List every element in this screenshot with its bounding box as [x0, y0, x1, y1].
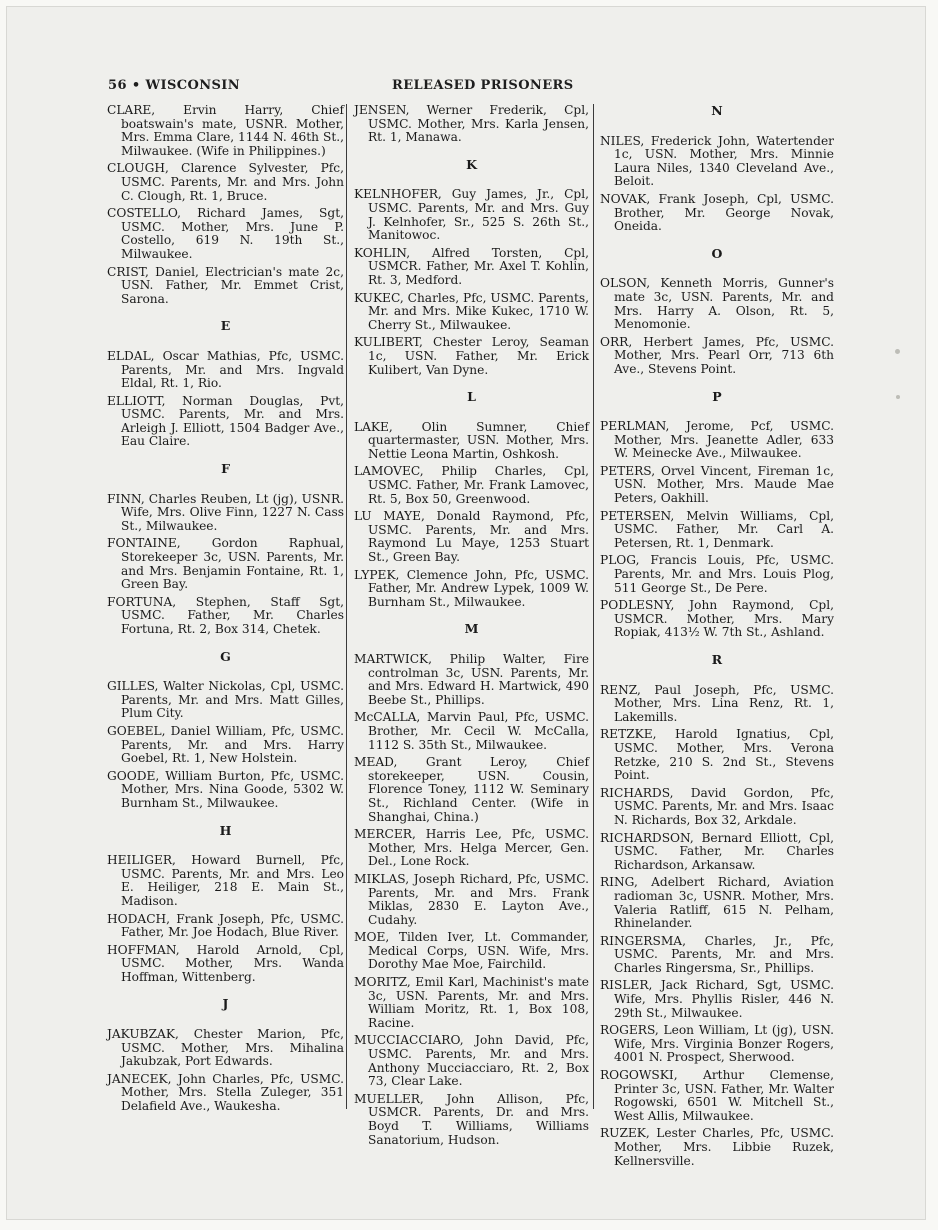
section-letter: H: [219, 822, 232, 838]
prisoner-entry: PODLESNY, John Raymond, Cpl, USMCR. Mother, Mrs. Mary Ropiak, 413½ W. 7th St., Ashland.: [600, 598, 834, 640]
prisoner-entry: HODACH, Frank Joseph, Pfc, USMC. Father, Mr. Joe Hodach, Blue River.: [107, 911, 344, 940]
prisoner-entry: KOHLIN, Alfred Torsten, Cpl, USMCR. Father, Mr. Axel T. Kohlin, Rt. 3, Medford.: [354, 245, 589, 287]
prisoner-entry: FORTUNA, Stephen, Staff Sgt, USMC. Father, Mr. Charles Fortuna, Rt. 2, Box 314, Chetek.: [107, 594, 344, 636]
section-letter: E: [220, 318, 231, 334]
prisoner-entry: ROGERS, Leon William, Lt (jg), USN. Wife, Mrs. Virginia Bonzer Rogers, 4001 N. Prospect, Sherwood.: [600, 1023, 834, 1065]
prisoner-entry: FONTAINE, Gordon Raphual, Storekeeper 3c, USN. Parents, Mr. and Mrs. Benjamin Fontaine, Rt. 1, Green Bay.: [107, 536, 344, 592]
prisoner-entry: JANECEK, John Charles, Pfc, USMC. Mother, Mrs. Stella Zuleger, 351 Delafield Ave., Waukesha.: [107, 1071, 344, 1114]
prisoner-entry: HOFFMAN, Harold Arnold, Cpl, USMC. Mother, Mrs. Wanda Hoffman, Wittenberg.: [107, 942, 344, 984]
state-name: WISCONSIN: [145, 78, 241, 93]
prisoner-entry: KELNHOFER, Guy James, Jr., Cpl, USMC. Parents, Mr. and Mrs. Guy J. Kelnhofer, Sr., 525 S. 26th St., Manitowoc.: [354, 187, 589, 243]
prisoner-entry: GOEBEL, Daniel William, Pfc, USMC. Parents, Mr. and Mrs. Harry Goebel, Rt. 1, New Holstein.: [107, 723, 344, 766]
column-2: [354, 104, 589, 1151]
prisoner-entry: MIKLAS, Joseph Richard, Pfc, USMC. Parents, Mr. and Mrs. Frank Miklas, 2830 E. Layton Ave., Cudahy.: [354, 871, 589, 927]
prisoner-entry: PETERSEN, Melvin Williams, Cpl, USMC. Father, Mr. Carl A. Petersen, Rt. 1, Denmark.: [600, 508, 834, 550]
prisoner-entry: ROGOWSKI, Arthur Clemense, Printer 3c, USN. Father, Mr. Walter Rogowski, 6501 W. Mitchell St., West Allis, Milwaukee.: [600, 1068, 834, 1123]
section-letter: L: [467, 389, 476, 405]
prisoner-entry: PETERS, Orvel Vincent, Fireman 1c, USN. Mother, Mrs. Maude Mae Peters, Oakhill.: [600, 463, 834, 506]
section-letter: M: [464, 621, 479, 637]
column-divider: [346, 104, 347, 1109]
prisoner-entry: RING, Adelbert Richard, Aviation radioman 3c, USNR. Mother, Mrs. Valeria Ratliff, 615 N. Pelham, Rhinelander.: [600, 875, 834, 931]
section-letter: F: [221, 461, 230, 477]
prisoner-entry: CRIST, Daniel, Electrician's mate 2c, USN. Father, Mr. Emmet Crist, Sarona.: [107, 264, 344, 306]
page-title: RELEASED PRISONERS: [392, 78, 574, 93]
prisoner-entry: RETZKE, Harold Ignatius, Cpl, USMC. Mother, Mrs. Verona Retzke, 210 S. 2nd St., Stevens Point.: [600, 727, 834, 783]
prisoner-entry: GILLES, Walter Nickolas, Cpl, USMC. Parents, Mr. and Mrs. Matt Gilles, Plum City.: [107, 679, 344, 721]
prisoner-entry: McCALLA, Marvin Paul, Pfc, USMC. Brother, Mr. Cecil W. McCalla, 1112 S. 35th St., Milwaukee.: [354, 710, 589, 752]
prisoner-entry: FINN, Charles Reuben, Lt (jg), USNR. Wife, Mrs. Olive Finn, 1227 N. Cass St., Milwaukee.: [107, 491, 344, 533]
page-header: [108, 78, 848, 96]
prisoner-entry: KULIBERT, Chester Leroy, Seaman 1c, USN. Father, Mr. Erick Kulibert, Van Dyne.: [354, 335, 589, 377]
prisoner-entry: ELLIOTT, Norman Douglas, Pvt, USMC. Parents, Mr. and Mrs. Arleigh J. Elliott, 1504 Badger Ave., Eau Claire.: [107, 393, 344, 449]
paper-speck: [896, 395, 900, 399]
prisoner-entry: JENSEN, Werner Frederik, Cpl, USMC. Mother, Mrs. Karla Jensen, Rt. 1, Manawa.: [354, 103, 589, 145]
prisoner-entry: LU MAYE, Donald Raymond, Pfc, USMC. Parents, Mr. and Mrs. Raymond Lu Maye, 1253 Stuart St., Green Bay.: [354, 509, 589, 565]
prisoner-entry: RICHARDS, David Gordon, Pfc, USMC. Parents, Mr. and Mrs. Isaac N. Richards, Box 32, Arkdale.: [600, 785, 834, 827]
prisoner-entry: PLOG, Francis Louis, Pfc, USMC. Parents, Mr. and Mrs. Louis Plog, 511 George St., De Pere.: [600, 553, 834, 595]
section-letter: P: [712, 388, 722, 404]
prisoner-entry: MORITZ, Emil Karl, Machinist's mate 3c, USN. Parents, Mr. and Mrs. William Moritz, Rt. 1, Box 108, Racine.: [354, 975, 589, 1030]
prisoner-entry: CLARE, Ervin Harry, Chief boatswain's mate, USNR. Mother, Mrs. Emma Clare, 1144 N. 46th St., Milwaukee. (Wife in Philippines.): [107, 103, 344, 158]
header-left: [108, 78, 240, 93]
section-letter: G: [220, 648, 231, 664]
paper-speck: [895, 349, 900, 354]
column-divider: [593, 104, 594, 1109]
prisoner-entry: HEILIGER, Howard Burnell, Pfc, USMC. Parents, Mr. and Mrs. Leo E. Heiliger, 218 E. Main St., Madison.: [107, 853, 344, 908]
prisoner-entry: MUELLER, John Allison, Pfc, USMCR. Parents, Dr. and Mrs. Boyd T. Williams, Williams Sanatorium, Hudson.: [354, 1091, 589, 1147]
prisoner-entry: OLSON, Kenneth Morris, Gunner's mate 3c, USN. Parents, Mr. and Mrs. Harry A. Olson, Rt. 5, Menomonie.: [600, 276, 834, 332]
prisoner-entry: MARTWICK, Philip Walter, Fire controlman 3c, USN. Parents, Mr. and Mrs. Edward H. Martwick, 490 Beebe St., Phillips.: [354, 652, 589, 707]
prisoner-entry: ELDAL, Oscar Mathias, Pfc, USMC. Parents, Mr. and Mrs. Ingvald Eldal, Rt. 1, Rio.: [107, 348, 344, 391]
prisoner-entry: ORR, Herbert James, Pfc, USMC. Mother, Mrs. Pearl Orr, 713 6th Ave., Stevens Point.: [600, 334, 834, 376]
prisoner-entry: KUKEC, Charles, Pfc, USMC. Parents, Mr. and Mrs. Mike Kukec, 1710 W. Cherry St., Milwaukee.: [354, 290, 589, 332]
prisoner-entry: PERLMAN, Jerome, Pcf, USMC. Mother, Mrs. Jeanette Adler, 633 W. Meinecke Ave., Milwaukee.: [600, 419, 834, 461]
page-number: 56: [108, 78, 127, 93]
prisoner-entry: JAKUBZAK, Chester Marion, Pfc, USMC. Mother, Mrs. Mihalina Jakubzak, Port Edwards.: [107, 1027, 344, 1069]
prisoner-entry: LYPEK, Clemence John, Pfc, USMC. Father, Mr. Andrew Lypek, 1009 W. Burnham St., Milwaukee.: [354, 567, 589, 609]
prisoner-entry: NOVAK, Frank Joseph, Cpl, USMC. Brother, Mr. George Novak, Oneida.: [600, 191, 834, 234]
prisoner-entry: GOODE, William Burton, Pfc, USMC. Mother, Mrs. Nina Goode, 5302 W. Burnham St., Milwaukee.: [107, 768, 344, 810]
prisoner-entry: CLOUGH, Clarence Sylvester, Pfc, USMC. Parents, Mr. and Mrs. John C. Clough, Rt. 1, Bruce.: [107, 161, 344, 203]
section-letter: J: [222, 996, 229, 1012]
prisoner-entry: NILES, Frederick John, Watertender 1c, USN. Mother, Mrs. Minnie Laura Niles, 1340 Cleveland Ave., Beloit.: [600, 133, 834, 189]
prisoner-entry: LAKE, Olin Sumner, Chief quartermaster, USN. Mother, Mrs. Nettie Leona Martin, Oshkosh.: [354, 419, 589, 461]
section-letter: N: [711, 103, 723, 118]
section-letter: R: [711, 652, 723, 667]
section-letter: K: [466, 156, 477, 172]
prisoner-entry: RICHARDSON, Bernard Elliott, Cpl, USMC. Father, Mr. Charles Richardson, Arkansaw.: [600, 830, 834, 872]
column-3: [600, 104, 834, 1172]
prisoner-entry: RISLER, Jack Richard, Sgt, USMC. Wife, Mrs. Phyllis Risler, 446 N. 29th St., Milwaukee.: [600, 978, 834, 1020]
prisoner-entry: COSTELLO, Richard James, Sgt, USMC. Mother, Mrs. June P. Costello, 619 N. 19th St., Milwaukee.: [107, 206, 344, 261]
prisoner-entry: MUCCIACCIARO, John David, Pfc, USMC. Parents, Mr. and Mrs. Anthony Mucciacciaro, Rt. 2, Box 73, Clear Lake.: [354, 1033, 589, 1089]
prisoner-entry: LAMOVEC, Philip Charles, Cpl, USMC. Father, Mr. Frank Lamovec, Rt. 5, Box 50, Greenwood.: [354, 464, 589, 506]
prisoner-entry: RINGERSMA, Charles, Jr., Pfc, USMC. Parents, Mr. and Mrs. Charles Ringersma, Sr., Phillips.: [600, 933, 834, 975]
header-bullet: •: [131, 78, 141, 93]
column-1: [107, 104, 344, 1118]
prisoner-entry: MERCER, Harris Lee, Pfc, USMC. Mother, Mrs. Helga Mercer, Gen. Del., Lone Rock.: [354, 827, 589, 869]
prisoner-entry: RENZ, Paul Joseph, Pfc, USMC. Mother, Mrs. Lina Renz, Rt. 1, Lakemills.: [600, 682, 834, 724]
prisoner-entry: MOE, Tilden Iver, Lt. Commander, Medical Corps, USN. Wife, Mrs. Dorothy Mae Moe, Fairchild.: [354, 930, 589, 972]
section-letter: O: [711, 245, 723, 261]
prisoner-entry: MEAD, Grant Leroy, Chief storekeeper, USN. Cousin, Florence Toney, 1112 W. Seminary St., Richland Center. (Wife in Shanghai, China.): [354, 755, 589, 824]
prisoner-entry: RUZEK, Lester Charles, Pfc, USMC. Mother, Mrs. Libbie Ruzek, Kellnersville.: [600, 1126, 834, 1168]
